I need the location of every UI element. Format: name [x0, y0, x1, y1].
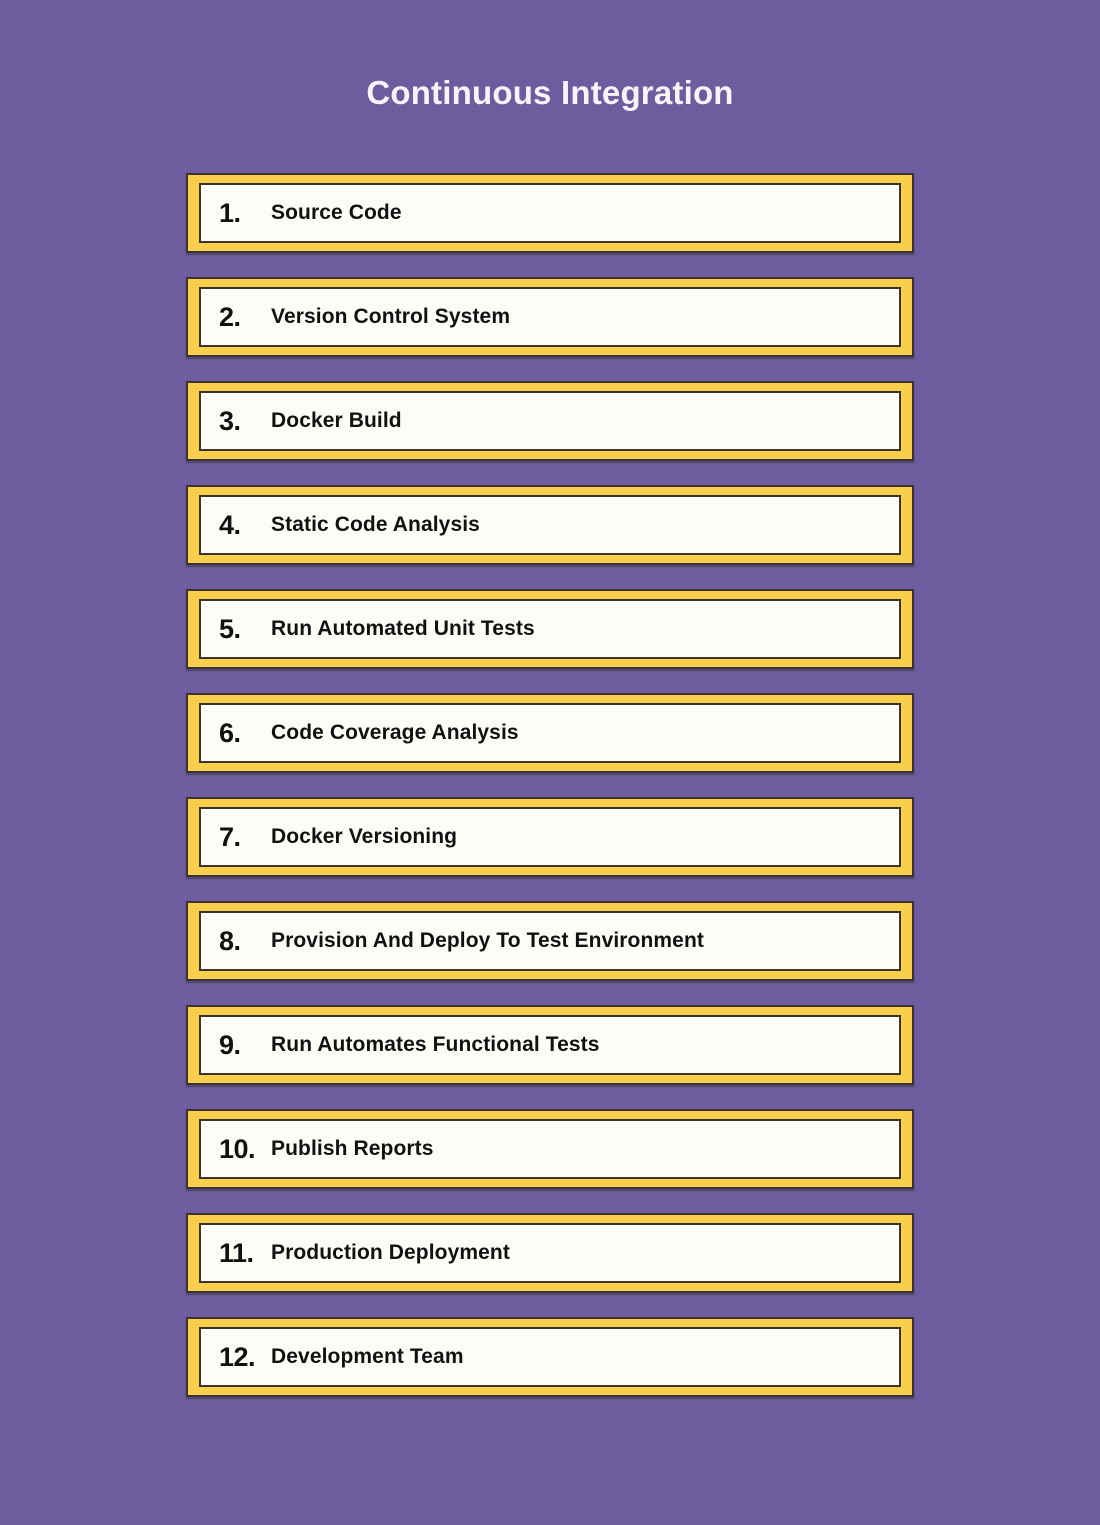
step-box-inner — [199, 1119, 901, 1179]
step-label: Docker Build — [271, 409, 402, 432]
step-label: Publish Reports — [271, 1137, 434, 1160]
step-number: 8. — [219, 925, 241, 956]
step-box-inner — [199, 183, 901, 243]
step-label: Version Control System — [271, 305, 511, 328]
step-label: Production Deployment — [271, 1241, 510, 1264]
step-number: 5. — [219, 613, 241, 644]
step-box — [186, 1317, 914, 1397]
step-box — [186, 1213, 914, 1293]
step-box — [186, 589, 914, 669]
step-label: Provision And Deploy To Test Environment — [271, 929, 704, 952]
step-number: 3. — [219, 405, 241, 436]
step-number: 7. — [219, 821, 241, 852]
step-box-inner — [199, 391, 901, 451]
step-box-inner — [199, 703, 901, 763]
step-box-inner — [199, 807, 901, 867]
step-number: 10. — [219, 1133, 256, 1164]
step-label: Development Team — [271, 1345, 464, 1368]
step-number: 1. — [219, 197, 241, 228]
step-label: Run Automated Unit Tests — [271, 617, 535, 640]
step-box-inner — [199, 1327, 901, 1387]
step-label: Docker Versioning — [271, 825, 458, 848]
step-label: Code Coverage Analysis — [271, 721, 519, 744]
step-box — [186, 381, 914, 461]
step-box — [186, 693, 914, 773]
step-number: 9. — [219, 1029, 241, 1060]
ci-steps-list — [186, 173, 914, 1397]
step-box — [186, 1005, 914, 1085]
page-title: Continuous Integration — [366, 74, 734, 111]
step-number: 11. — [219, 1237, 254, 1268]
step-box-inner — [199, 911, 901, 971]
step-box-inner — [199, 1223, 901, 1283]
step-box-inner — [199, 599, 901, 659]
step-box — [186, 485, 914, 565]
step-label: Source Code — [271, 201, 402, 224]
step-box — [186, 1109, 914, 1189]
step-number: 2. — [219, 301, 241, 332]
step-number: 6. — [219, 717, 241, 748]
step-box — [186, 173, 914, 253]
step-number: 4. — [219, 509, 241, 540]
step-box — [186, 901, 914, 981]
step-box — [186, 277, 914, 357]
step-box-inner — [199, 1015, 901, 1075]
step-label: Run Automates Functional Tests — [271, 1033, 600, 1056]
step-number: 12. — [219, 1341, 256, 1372]
step-box — [186, 797, 914, 877]
step-label: Static Code Analysis — [271, 513, 480, 536]
step-box-inner — [199, 495, 901, 555]
step-box-inner — [199, 287, 901, 347]
